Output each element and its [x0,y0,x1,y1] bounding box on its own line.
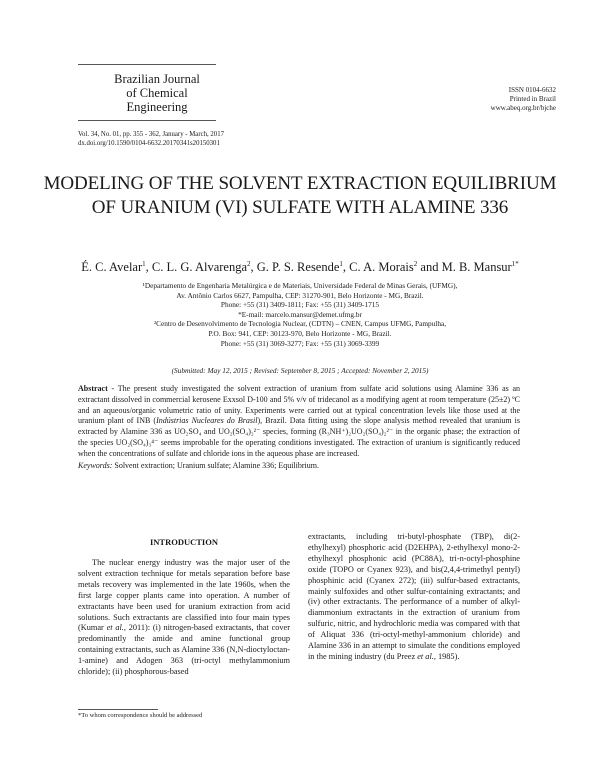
volume-info: Vol. 34, No. 01, pp. 355 - 362, January - March, 2017 [78,131,224,138]
affiliations [60,281,540,348]
intro-column-left: The nuclear energy industry was the major user of the solvent extraction technique for metals separation before base metals recovery was implemented in the late 1960s, when the first large copper plants came into operation. A number of extractants have been used for uranium extraction from acid solutions. Such extractants are classified into four main types (Kumar et al., 2011): (i) nitrogen-based extractants, that cover predominantly the amide and amine functional group containing extractants, such as Alamine 336 (N,N-dioctyloctan-1-amine) and Adogen 363 (tri-octyl methylammonium chloride); (ii) phosphorous-based [78,558,290,677]
affiliation-line: Phone: +55 (31) 3069-3277; Fax: +55 (31) 3069-3399 [220,338,380,348]
journal-name-line-2: of Chemical [126,86,188,100]
section-heading-introduction: INTRODUCTION [149,537,218,547]
author: G. P. S. Resende$^1$, [256,260,350,275]
author: M. B. Mansur$^{1*}$ [441,260,519,275]
journal-website: www.abeq.org.br/bjche [490,104,556,112]
affiliation-line: *E-mail: marcelo.mansur@demet.ufmg.br [238,309,362,319]
doi: dx.doi.org/10.1590/0104-6632.20170341s20150301 [78,140,220,147]
affiliation-line: P.O. Box: 941, CEP: 30123-970, Belo Horizonte - MG, Brazil. [208,328,392,338]
author: C. A. Morais$^2$ and [349,260,442,275]
intro-column-right: extractants, including tri-butyl-phosphate (TBP), di(2-ethylhexyl) phosphoric acid (D2EHPA), 2-ethylhexyl mono-2-ethylhexyl phosphonic acid (PC88A), tri-n-octyl-phosphine oxide (TOPO or Cyanex 923), and bis(2,4,4-trimethyl pentyl) phosphinic acid (Cyanex 272); (iii) sulfur-based extractants, mainly sulfoxides and other sulfur-containing extractants; and (iv) other extractants. The performance of a number of alkyl-diammonium extractants in the extraction of uranium from sulfuric, nitric, and hydrochloric media was compared with that of Aliquat 336 (tri-octyl-methyl-ammonium chloride) and Alamine 336 in an attempt to simulate the conditions employed in the mining industry (du Preez et al., 1985). [308,532,520,661]
journal-name [102,72,212,114]
affiliation-line: ¹Departamento de Engenharia Metalúrgica e de Materiais, Universidade Federal de Minas Gerais, (UFMG), [142,281,458,290]
journal-name-line-3: Engineering [126,100,188,114]
journal-rule-bottom [78,120,216,121]
abstract-label: Abstract [78,384,108,393]
issn-block [416,86,556,113]
footnote-rule [78,709,158,710]
abstract: Abstract - The present study investigated the solvent extraction of uranium from sulfate acid solutions using Alamine 336 as an extractant dissolved in commercial kerosene Exxsol D-100 and 5% v/v of tridecanol as a modifying agent at room temperature (25±2) ºC and an aqueous/organic volumetric ratio of unity. Experiments were carried out at typical concentration levels like those used at the uranium plant of INB (Indústrias Nucleares do Brasil), Brazil. Data fitting using the slope analysis method revealed that uranium is extracted by Alamine 336 as UO₂SO₄ and UO₂(SO₄)₂²⁻ species, forming (R₃NH⁺)₂UO₂(SO₄)₂²⁻ in the organic phase; the extraction of the species UO₂(SO₄)₃⁴⁻ seems improbable for the operating conditions investigated. The extraction of uranium is significantly reduced when the concentrations of sulfate and chloride ions in the aqueous phase are increased. [78,384,521,458]
paper-title: MODELING OF THE SOLVENT EXTRACTION EQUILIBRIUM OF URANIUM (VI) SULFATE WITH ALAMINE 336 [43,173,557,218]
journal-rule-top [78,64,216,65]
affiliation-line: Av. Antônio Carlos 6627, Pampulha, CEP: 31270-901, Belo Horizonte - MG, Brazil. [176,290,424,300]
submission-dates: (Submitted: May 12, 2015 ; Revised: September 8, 2015 ; Accepted: November 2, 2015) [171,366,429,375]
issn: ISSN 0104-6632 [508,86,556,94]
affiliation-line: Phone: +55 (31) 3409-1811; Fax: +55 (31) 3409-1715 [220,300,380,310]
keywords-label: Keywords: [78,461,113,470]
printed-in: Printed in Brazil [509,95,556,103]
journal-name-line-1: Brazilian Journal [114,72,200,86]
affiliation-line: ²Centro de Desenvolvimento de Tecnologia Nuclear, (CDTN) – CNEN, Campus UFMG, Pampulha, [153,319,447,329]
author-list [40,256,560,275]
footnote: *To whom correspondence should be addressed [78,712,203,719]
citation-block [78,130,224,148]
keywords: Keywords: Solvent extraction; Uranium sulfate; Alamine 336; Equilibrium. [78,461,320,470]
author: C. L. G. Alvarenga$^2$, [151,260,257,275]
author: É. C. Avelar$^1$, [81,260,152,275]
